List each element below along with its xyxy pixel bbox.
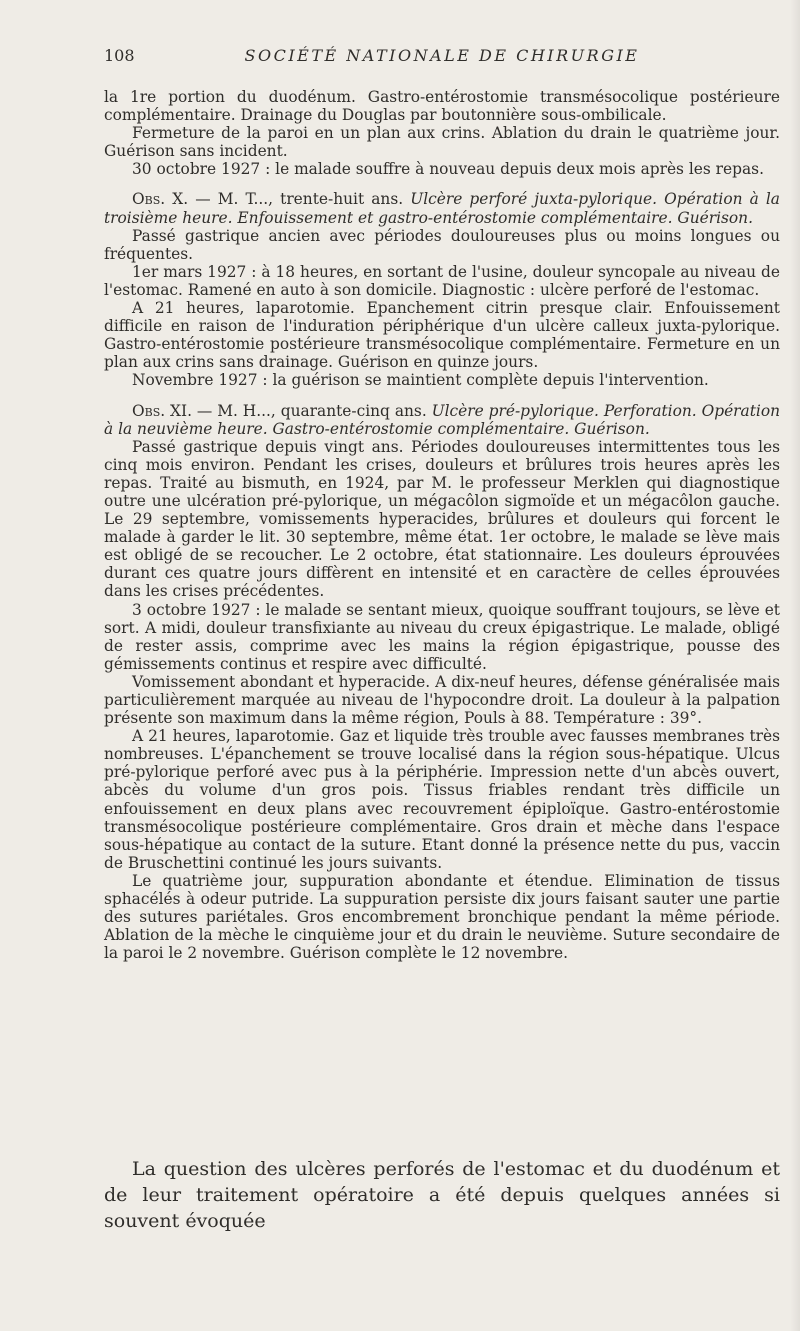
page-edge-shadow [790, 0, 800, 1331]
page-header [104, 46, 780, 72]
paragraph: Le quatrième jour, suppuration abondante et étendue. Elimination de tissus sphacélés à odeur putride. La suppuration persiste dix jours faisant sauter une partie des sutures pariétales. Gros encombrement bronchique pendant la même période. Ablation de la mèche le cinquième jour et du drain le neuvième. Suture secondaire de la paroi le 2 novembre. Guérison complète le 12 novembre. [104, 871, 780, 963]
observation-label: Obs. XI. [132, 401, 192, 420]
observation-heading [104, 402, 780, 438]
paragraph: 30 octobre 1927 : le malade souffre à nouveau depuis deux mois après les repas. [132, 160, 764, 179]
paragraph: Fermeture de la paroi en un plan aux crins. Ablation du drain le quatrième jour. Guérison sans incident. [104, 124, 780, 161]
observation-label: Obs. X. [132, 190, 189, 209]
observation-patient: — M. T..., trente-huit ans. [188, 190, 411, 209]
observation-patient: — M. H..., quarante-cinq ans. [191, 401, 432, 420]
paragraph: la 1re portion du duodénum. Gastro-entérostomie transmésocolique postérieure complémentaire. Drainage du Douglas par boutonnière sous-ombilicale. [104, 88, 780, 125]
paragraph: 3 octobre 1927 : le malade se sentant mieux, quoique souffrant toujours, se lève et sort. A midi, douleur transfixiante au niveau du creux épigastrique. Le malade, obligé de rester assis, comprime avec les mains la région épigastrique, pousse des gémissements continus et respire avec difficulté. [104, 600, 780, 673]
paragraph: Vomissement abondant et hyperacide. A dix-neuf heures, défense généralisée mais particulièrement marquée au niveau de l'hypocondre droit. La douleur à la palpation présente son maximum dans la même région, Pouls à 88. Température : 39°. [104, 672, 780, 728]
page-number: 108 [104, 46, 135, 65]
paragraph: 1er mars 1927 : à 18 heures, en sortant de l'usine, douleur syncopale au niveau de l'estomac. Ramené en auto à son domicile. Diagnostic : ulcère perforé de l'estomac. [104, 262, 780, 299]
closing-paragraph: La question des ulcères perforés de l'estomac et du duodénum et de leur traitement opératoire a été depuis quelques années si souvent évoquée [104, 1158, 780, 1232]
body-text [104, 88, 780, 962]
paragraph: Passé gastrique depuis vingt ans. Périodes douloureuses intermittentes tous les cinq mois environ. Pendant les crises, douleurs et brûlures trois heures après les repas. Traité au bismuth, en 1924, par M. le professeur Merklen qui diagnostique outre une ulcération pré-pylorique, un mégacôlon sigmoïde et un mégacôlon gauche. Le 29 septembre, vomissements hyperacides, brûlures et douleurs qui forcent le malade à garder le lit. 30 septembre, même état. 1er octobre, le malade se lève mais est obligé de se recoucher. Le 2 octobre, état stationnaire. Les douleurs éprouvées durant ces quatre jours diffèrent en intensité et en caractère de celles éprouvées dans les crises précédentes. [104, 437, 780, 601]
running-title: SOCIÉTÉ NATIONALE DE CHIRURGIE [244, 46, 640, 65]
observation-title: Ulcère pré-pylorique. Perforation. Opération à la neuvième heure. Gastro-entérostomie complémentaire. Guérison. [104, 401, 780, 438]
paragraph: A 21 heures, laparotomie. Epanchement citrin presque clair. Enfouissement difficile en raison de l'induration périphérique d'un ulcère calleux juxta-pylorique. Gastro-entérostomie postérieure transmésocolique complémentaire. Fermeture en un plan aux crins sans drainage. Guérison en quinze jours. [104, 299, 780, 372]
paragraph: Novembre 1927 : la guérison se maintient complète depuis l'intervention. [132, 371, 709, 390]
paragraph: Passé gastrique ancien avec périodes douloureuses plus ou moins longues ou fréquentes. [104, 226, 780, 263]
paragraph: A 21 heures, laparotomie. Gaz et liquide très trouble avec fausses membranes très nombreuses. L'épanchement se trouve localisé dans la région sous-hépatique. Ulcus pré-pylorique perforé avec pus à la périphérie. Impression nette d'un abcès ouvert, abcès du volume d'un gros pois. Tissus friables rendant très difficile un enfouissement en deux plans avec recouvrement épiploïque. Gastro-entérostomie transmésocolique postérieure complémentaire. Gros drain et mèche dans l'espace sous-hépatique au contact de la suture. Etant donné la présence nette du pus, vaccin de Bruschettini continué les jours suivants. [104, 727, 780, 872]
observation-heading [104, 190, 780, 226]
observation-title: Ulcère perforé juxta-pylorique. Opération à la troisième heure. Enfouissement et gastro-entérostomie complémentaire. Guérison. [104, 190, 780, 227]
